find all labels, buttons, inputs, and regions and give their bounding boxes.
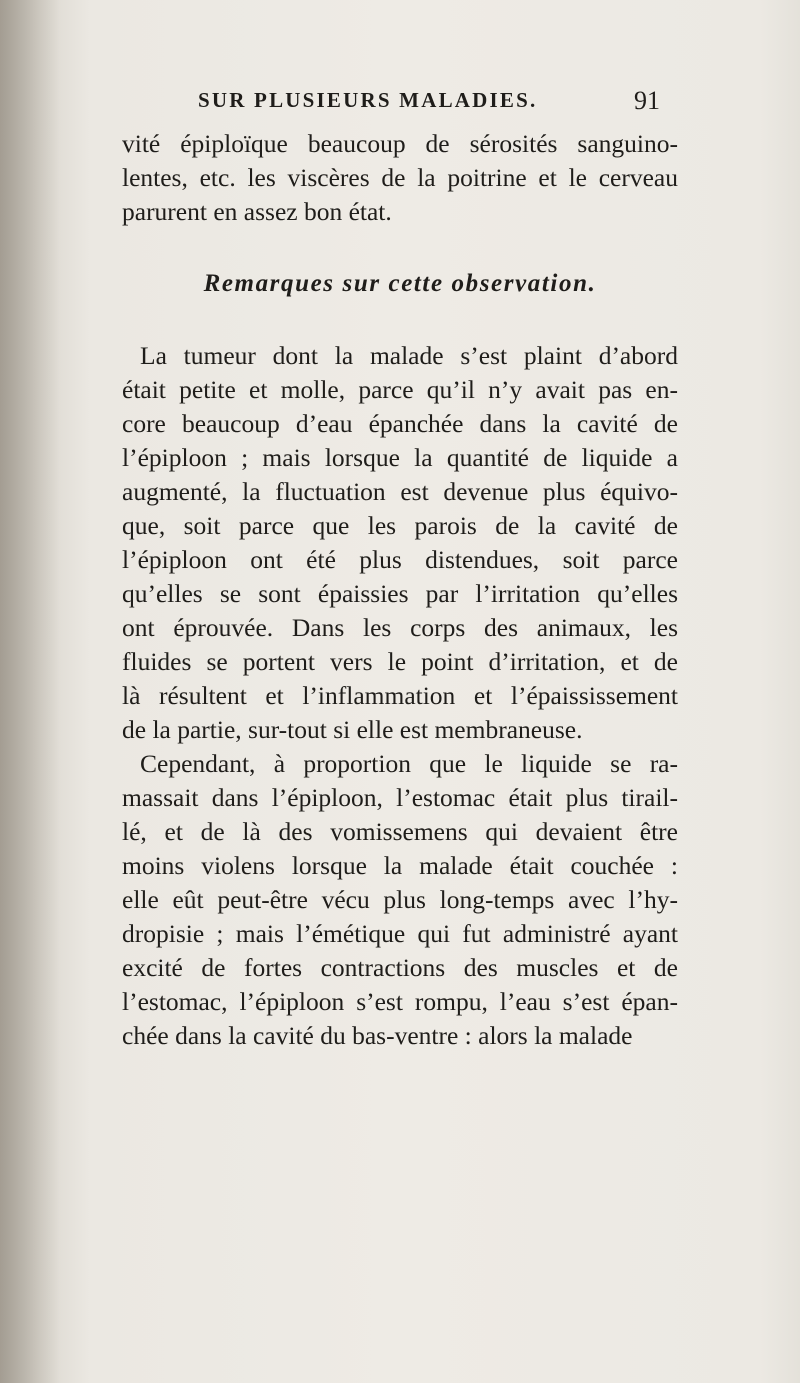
page-text-block bbox=[122, 127, 678, 1053]
text-line: chée dans la cavité du bas-ventre : alors la malade bbox=[122, 1021, 633, 1050]
running-head-title: SUR PLUSIEURS MALADIES. bbox=[198, 88, 538, 112]
text-line: augmenté, la fluctuation est devenue plus équivo- bbox=[122, 477, 678, 506]
page-gutter-shadow bbox=[0, 0, 60, 1383]
text-line: lé, et de là des vomissemens qui devaient être bbox=[122, 817, 678, 846]
text-line: vité épiploïque beaucoup de sérosités sanguino- bbox=[122, 129, 678, 158]
text-line: La tumeur dont la malade s’est plaint d’abord bbox=[140, 341, 678, 370]
text-line: lentes, etc. les viscères de la poitrine et le cerveau bbox=[122, 163, 678, 192]
text-line: de la partie, sur-tout si elle est membraneuse. bbox=[122, 715, 583, 744]
text-line: massait dans l’épiploon, l’estomac était plus tirail- bbox=[122, 783, 678, 812]
text-line: fluides se portent vers le point d’irritation, et de bbox=[122, 647, 678, 676]
text-line: que, soit parce que les parois de la cavité de bbox=[122, 511, 678, 540]
text-line: l’épiploon ont été plus distendues, soit parce bbox=[122, 545, 678, 574]
text-line: core beaucoup d’eau épanchée dans la cavité de bbox=[122, 409, 678, 438]
text-line: elle eût peut-être vécu plus long-temps avec l’hy- bbox=[122, 885, 678, 914]
paper-mark bbox=[778, 1080, 788, 1096]
text-line: ont éprouvée. Dans les corps des animaux, les bbox=[122, 613, 678, 642]
text-line: l’estomac, l’épiploon s’est rompu, l’eau s’est épan- bbox=[122, 987, 678, 1016]
running-head bbox=[198, 88, 668, 118]
text-line: qu’elles se sont épaissies par l’irritation qu’elles bbox=[122, 579, 678, 608]
opening-paragraph bbox=[122, 127, 678, 229]
text-line: l’épiploon ; mais lorsque la quantité de liquide a bbox=[122, 443, 678, 472]
text-line: dropisie ; mais l’émétique qui fut administré ayant bbox=[122, 919, 678, 948]
page-number: 91 bbox=[634, 86, 660, 115]
text-line: Cependant, à proportion que le liquide se ra- bbox=[140, 749, 678, 778]
text-line: était petite et molle, parce qu’il n’y avait pas en- bbox=[122, 375, 678, 404]
text-line: excité de fortes contractions des muscles et de bbox=[122, 953, 678, 982]
section-heading: Remarques sur cette observation. bbox=[203, 270, 597, 297]
paragraph-two bbox=[122, 747, 678, 1053]
text-line: moins violens lorsque la malade était couchée : bbox=[122, 851, 678, 880]
paragraph-one bbox=[122, 339, 678, 747]
text-line: là résultent et l’inflammation et l’épaississement bbox=[122, 681, 678, 710]
text-line: parurent en assez bon état. bbox=[122, 197, 392, 226]
